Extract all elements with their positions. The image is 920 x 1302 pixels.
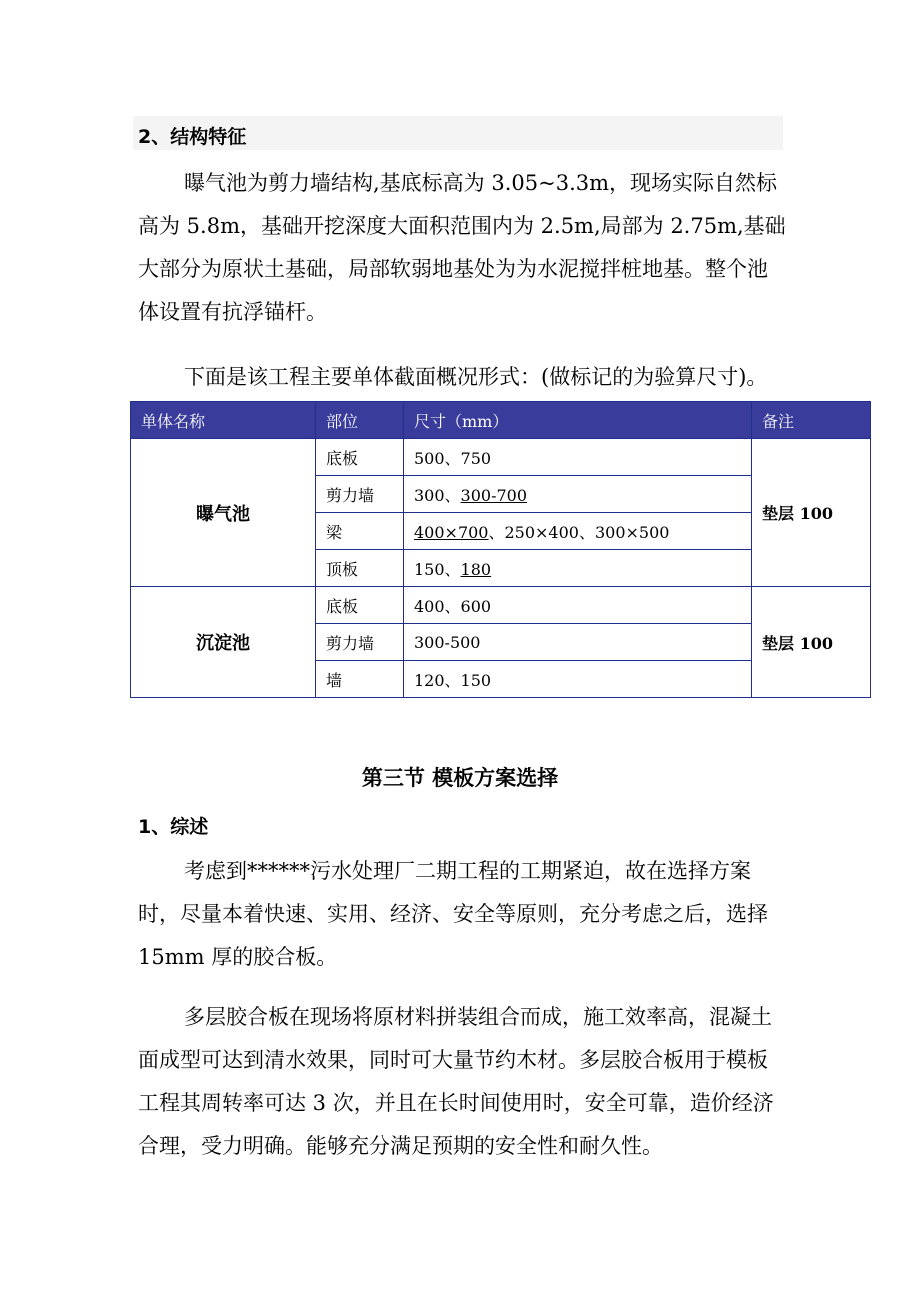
size-value: 500、750 (414, 448, 492, 468)
paragraph-table-intro: 下面是该工程主要单体截面概况形式：(做标记的为验算尺寸)。 (184, 365, 768, 389)
part-cell: 梁 (316, 513, 404, 550)
part-cell: 剪力墙 (316, 476, 404, 513)
header-cell: 单体名称 (131, 402, 316, 439)
section-heading-overview: 1、综述 (138, 816, 209, 838)
section-title: 第三节 模板方案选择 (361, 766, 559, 790)
part-cell: 底板 (316, 439, 404, 476)
section-spec-table (130, 401, 871, 698)
unit-name-cell: 沉淀池 (131, 587, 316, 698)
header-cell: 部位 (316, 402, 404, 439)
part-cell: 底板 (316, 587, 404, 624)
part-cell: 顶板 (316, 550, 404, 587)
size-cell (404, 513, 752, 550)
paragraph-structure: 曝气池为剪力墙结构,基底标高为 3.05~3.3m，现场实际自然标高为 5.8m，基础开挖深度大面积范围内为 2.5m,局部为 2.75m,基础大部分为原状土基础，局部软弱地基处为为水泥搅拌桩地基。整个池体设置有抗浮锚杆。 (138, 171, 786, 324)
unit-name-cell: 曝气池 (131, 439, 316, 587)
part-cell: 墙 (316, 661, 404, 698)
paragraph-plywood: 多层胶合板在现场将原材料拼装组合而成，施工效率高，混凝土面成型可达到清水效果，同时可大量节约木材。多层胶合板用于模板工程其周转率可达 3 次，并且在长时间使用时，安全可靠，造价经济合理，受力明确。能够充分满足预期的安全性和耐久性。 (138, 1005, 774, 1158)
part-cell: 剪力墙 (316, 624, 404, 661)
size-cell: 400、600 (404, 587, 752, 624)
size-value-checked: 180 (460, 559, 492, 579)
size-value: 150、 (414, 559, 461, 579)
size-value: 300、 (414, 485, 461, 505)
note-cell: 垫层 100 (752, 439, 871, 587)
table-row (131, 587, 871, 624)
size-cell: 300-500 (404, 624, 752, 661)
table-row (131, 439, 871, 476)
size-value-checked: 400×700 (414, 522, 489, 542)
size-cell: 120、150 (404, 661, 752, 698)
size-cell (404, 550, 752, 587)
paragraph-overview: 考虑到******污水处理厂二期工程的工期紧迫，故在选择方案时，尽量本着快速、实用、经济、安全等原则，充分考虑之后，选择 15mm 厚的胶合板。 (138, 859, 768, 969)
size-value-checked: 300-700 (460, 485, 528, 505)
table-header-row (131, 402, 871, 439)
section-heading-structure: 2、结构特征 (138, 126, 247, 148)
size-cell (404, 476, 752, 513)
note-cell: 垫层 100 (752, 587, 871, 698)
header-cell: 备注 (752, 402, 871, 439)
size-value: 、250×400、300×500 (488, 522, 670, 542)
header-cell: 尺寸（mm） (404, 402, 752, 439)
size-cell (404, 439, 752, 476)
